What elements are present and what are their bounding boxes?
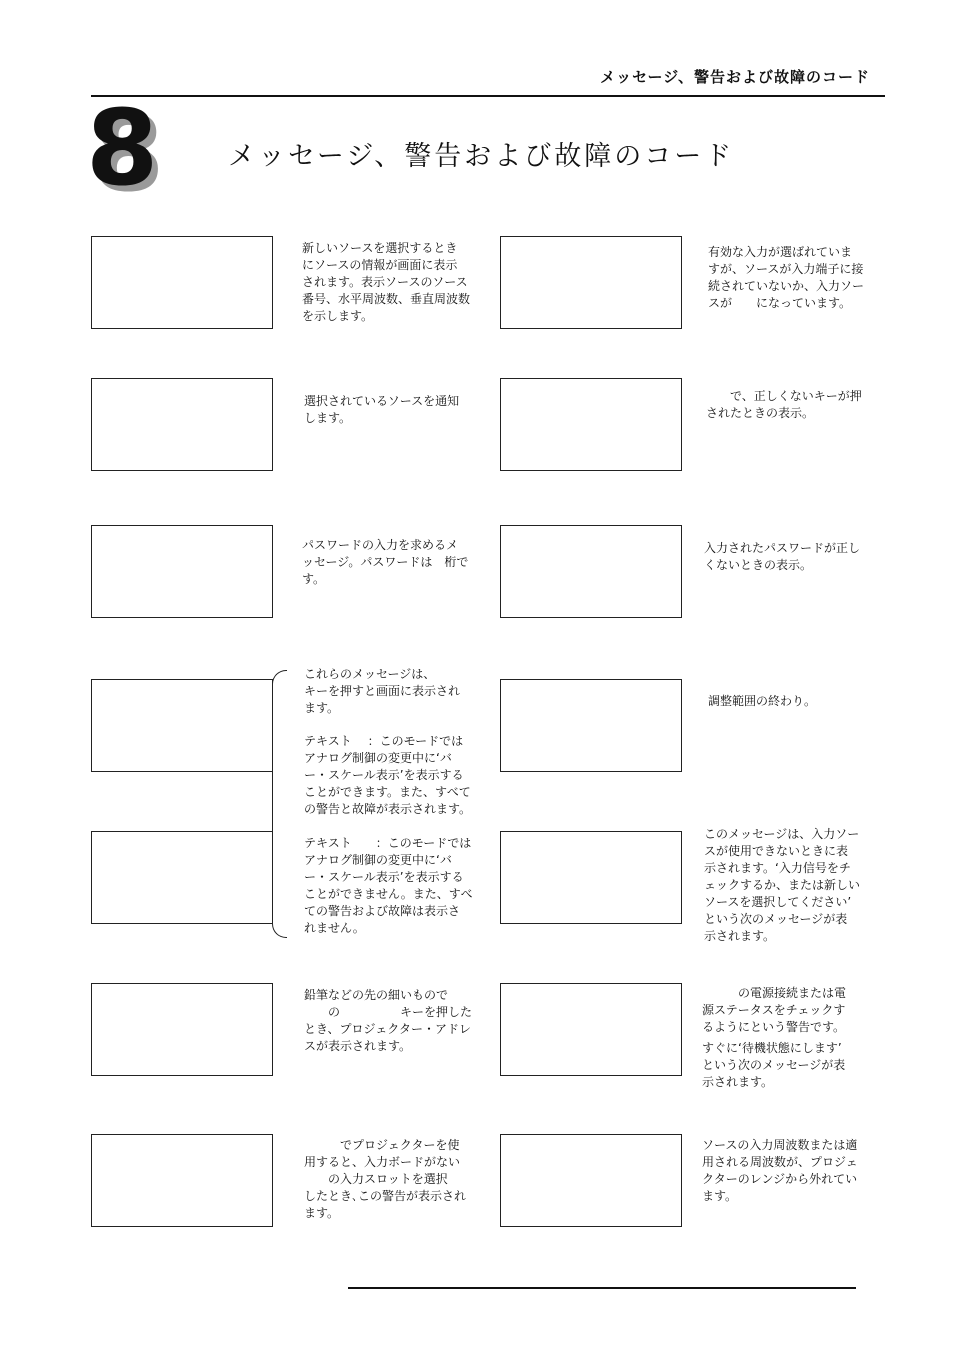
message-screen-box bbox=[91, 831, 273, 924]
message-description: 新しいソースを選択するとき にソースの情報が画面に表示 されます。表示ソースのソース 番号、水平周波数、垂直周波数 を示します。 bbox=[302, 241, 471, 323]
message-screen-box bbox=[500, 679, 682, 772]
chapter-title: メッセージ、警告および故障のコード bbox=[228, 141, 735, 172]
footer-rule bbox=[348, 1287, 856, 1289]
message-screen-box bbox=[91, 1134, 273, 1227]
grouping-bracket bbox=[272, 670, 287, 938]
message-description: このメッセージは、入力ソー スが使用できないときに表 示されます。‘入力信号をチ ェックするか、または新しい ソースを選択してください’ という次のメッセージが表 示されます。 bbox=[704, 827, 861, 943]
message-description: 調整範囲の終わり。 bbox=[708, 694, 817, 708]
message-description: パスワードの入力を求めるメ ッセージ。パスワードは 桁で す。 bbox=[302, 538, 469, 586]
message-description: 入力されたパスワードが正し くないときの表示。 bbox=[704, 541, 861, 572]
message-description: 選択されているソースを通知 します。 bbox=[304, 394, 460, 425]
message-description: テキスト ：このモードでは アナログ制御の変更中に‘バ ー・スケール表示’を表示する ことができます。また、すべて の警告と故障が表示されます。 bbox=[304, 734, 472, 816]
running-header-title: メッセージ、警告および故障のコード bbox=[600, 68, 870, 86]
message-screen-box bbox=[500, 378, 682, 471]
message-screen-box bbox=[500, 525, 682, 618]
message-screen-box bbox=[91, 679, 273, 772]
message-screen-box bbox=[500, 831, 682, 924]
message-description: の電源接続または電 源ステータスをチェックす るようにという警告です。 bbox=[702, 986, 847, 1034]
message-screen-box bbox=[500, 983, 682, 1076]
message-description: 有効な入力が選ばれていま すが、ソースが入力端子に接 続されていないか、入力ソー スが になっています。 bbox=[708, 245, 865, 310]
header-rule bbox=[91, 95, 885, 97]
message-description: ソースの入力周波数または適 用される周波数が、プロジェ クターのレンジから外れてい ます。 bbox=[702, 1138, 858, 1203]
message-screen-box bbox=[91, 378, 273, 471]
message-description: でプロジェクターを使 用すると、入力ボードがない の入力スロットを選択 したとき､この警告が表示され ます。 bbox=[304, 1138, 467, 1220]
message-screen-box bbox=[91, 236, 273, 329]
message-screen-box bbox=[500, 1134, 682, 1227]
message-description: 鉛筆などの先の細いもので の キーを押した とき、プロジェクター・アドレ スが表示されます。 bbox=[304, 988, 473, 1053]
message-screen-box bbox=[91, 983, 273, 1076]
message-description: これらのメッセージは、 キーを押すと画面に表示され ます。 bbox=[304, 667, 461, 715]
message-screen-box bbox=[500, 236, 682, 329]
message-description: テキスト ：このモードでは アナログ制御の変更中に‘バ ー・スケール表示’を表示する ことができません。また、すべ ての警告および故障は表示さ れません。 bbox=[304, 836, 473, 935]
chapter-number: 8 bbox=[86, 87, 159, 209]
message-screen-box bbox=[91, 525, 273, 618]
message-description: すぐに‘待機状態にします’ という次のメッセージが表 示されます。 bbox=[702, 1041, 846, 1089]
message-description: で、正しくないキーが押 されたときの表示。 bbox=[706, 389, 862, 420]
